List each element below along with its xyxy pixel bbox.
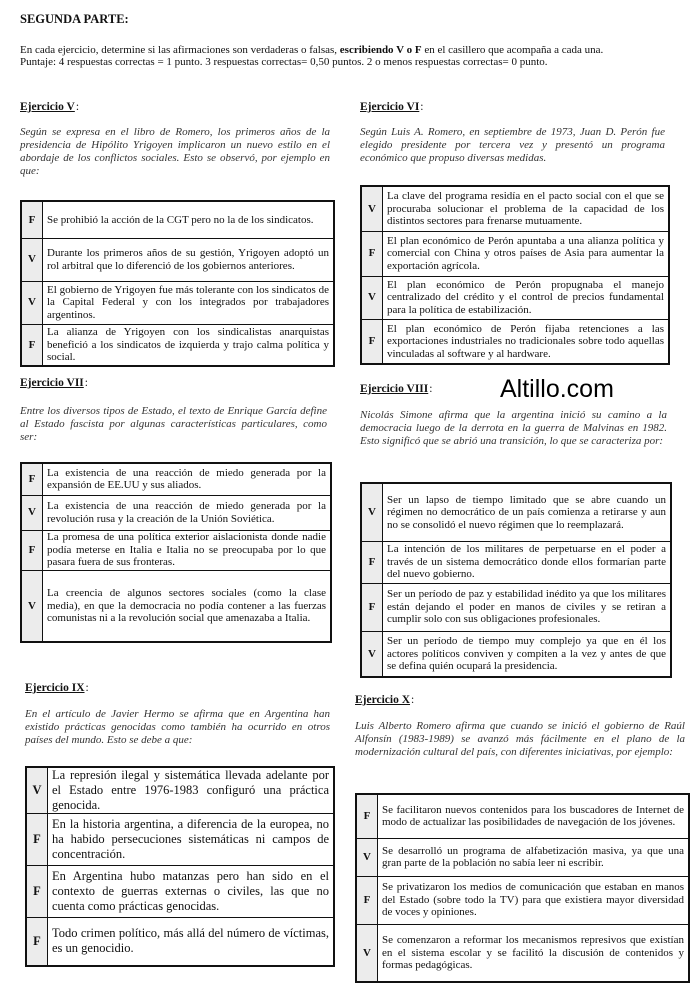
scoring-text: Puntaje: 4 respuestas correctas = 1 punto. 3 respuestas correctas= 0,50 puntos. 2 o menos respuestas correctas= 0 punto. [20, 56, 548, 68]
answer-cell[interactable]: V [361, 631, 383, 677]
table-row [21, 238, 334, 281]
answers-table [20, 462, 332, 643]
statement-cell: En la historia argentina, a diferencia de la europea, no ha habido persecuciones sistemáticas ni campos de concentración. [48, 814, 335, 866]
table-row [26, 814, 334, 866]
instructions-emphasis: escribiendo V o F [339, 44, 422, 56]
table-row [361, 541, 671, 583]
exercise-intro: Entre los diversos tipos de Estado, el texto de Enrique García define al Estado fascista por algunas características particulares, como ser: [20, 405, 327, 443]
table-row [26, 767, 334, 814]
statement-cell: La intención de los militares de perpetuarse en el poder a través de un sistema democrático donde ellos formarían parte del nuevo gobierno. [383, 541, 672, 583]
page-title: SEGUNDA PARTE: [20, 12, 129, 26]
statement-cell: La clave del programa residía en el pacto social con el que se procuraba solucionar el problema de la capacidad de los distintos sectores para frenarse mutuamente. [383, 186, 670, 231]
table-row [356, 924, 689, 982]
answer-cell[interactable]: F [356, 876, 378, 924]
statement-cell: Ser un período de paz y estabilidad inédito ya que los militares están dejando el poder en manos de civiles y se retiran a cumplir solo con sus obligaciones profesionales. [383, 583, 672, 631]
answer-cell[interactable]: F [361, 231, 383, 276]
statement-cell: Se facilitaron nuevos contenidos para los buscadores de Internet de modo de actualizar las posibilidades de navegación de los jóvenes. [378, 794, 690, 838]
exercise-intro: En el artículo de Javier Hermo se afirma que en Argentina han existido prácticas genocidas como también ha ocurrido en otros países del mundo. Esto se debe a que: [25, 708, 330, 746]
answer-cell[interactable]: F [21, 201, 43, 238]
statement-cell: Se comenzaron a reformar los mecanismos represivos que existían en el sistema escolar y se facilitó la discusión de contenidos y formas pedagógicas. [378, 924, 690, 982]
statement-cell: La alianza de Yrigoyen con los sindicalistas anarquistas benefició a los sindicatos de izquierda y trajo calma política y social. [43, 324, 335, 366]
answer-cell[interactable]: F [356, 794, 378, 838]
instructions-text-end: en el casillero que acompaña a cada una. [421, 44, 604, 56]
answer-cell[interactable]: V [361, 276, 383, 319]
statement-cell: Se prohibió la acción de la CGT pero no la de los sindicatos. [43, 201, 335, 238]
exercise-intro: Nicolás Simone afirma que la argentina inició su camino a la democracia luego de la derrota en la guerra de Malvinas en 1982. Esto significó que se abrió una transición, lo que se caracteriza por: [360, 409, 667, 447]
answer-cell[interactable]: V [21, 281, 43, 324]
table-row [21, 463, 331, 495]
statement-cell: La existencia de una reacción de miedo generada por la expansión de EE.UU y sus aliados. [43, 463, 332, 495]
exercise-heading: Ejercicio VII : [20, 377, 88, 389]
answer-cell[interactable]: F [21, 463, 43, 495]
table-row [21, 324, 334, 366]
table-row [361, 583, 671, 631]
statement-cell: Durante los primeros años de su gestión, Yrigoyen adoptó un rol arbitral que lo diferenció de los gobiernos anteriores. [43, 238, 335, 281]
statement-cell: La represión ilegal y sistemática llevada adelante por el Estado entre 1976-1983 configuró una práctica genocida. [48, 767, 335, 814]
statement-cell: En Argentina hubo matanzas pero han sido en el contexto de guerras externas o civiles, las que no cuenta como prácticas genocidas. [48, 866, 335, 918]
exercise-heading: Ejercicio VIII : [360, 383, 433, 395]
statement-cell: El plan económico de Perón apuntaba a una alianza política y comercial con China y otros países de Asia para aumentar la exportación agrícola. [383, 231, 670, 276]
statement-cell: El gobierno de Yrigoyen fue más tolerante con los sindicatos de la Capital Federal y con los integrados por trabajadores argentinos. [43, 281, 335, 324]
answer-cell[interactable]: V [356, 838, 378, 876]
exercise-heading: Ejercicio V : [20, 101, 80, 113]
statement-cell: La creencia de algunos sectores sociales (como la clase media), en que la democracia no podía contener a las fuerzas comunistas ni a la revolución social que amenazaba a Italia. [43, 570, 332, 642]
table-row [356, 838, 689, 876]
answers-table [360, 185, 670, 365]
exercise-intro: Luis Alberto Romero afirma que cuando se inició el gobierno de Raúl Alfonsín (1983-1989) se avanzó más fácilmente en el plano de la modernización cultural del país, con diferentes iniciativas, por ejemplo: [355, 720, 685, 758]
answer-cell[interactable]: V [361, 483, 383, 541]
table-row [356, 876, 689, 924]
table-row [356, 794, 689, 838]
table-row [361, 483, 671, 541]
statement-cell: Ser un lapso de tiempo limitado que se abre cuando un régimen no democrático de un país comienza a retirarse y aun no se consolidó el nuevo régimen que lo reemplazará. [383, 483, 672, 541]
exercise-heading: Ejercicio X : [355, 694, 415, 706]
table-row [21, 495, 331, 530]
answer-cell[interactable]: V [21, 238, 43, 281]
table-row [361, 231, 669, 276]
answer-cell[interactable]: F [26, 918, 48, 966]
table-row [361, 186, 669, 231]
answer-cell[interactable]: F [26, 866, 48, 918]
answer-cell[interactable]: F [21, 530, 43, 570]
answers-table [25, 766, 335, 967]
statement-cell: El plan económico de Perón propugnaba el manejo centralizado del crédito y el control de precios fundamental para la política de estabilización. [383, 276, 670, 319]
answers-table [355, 793, 690, 983]
answer-cell[interactable]: F [361, 583, 383, 631]
answer-cell[interactable]: F [361, 319, 383, 364]
answer-cell[interactable]: V [21, 570, 43, 642]
answer-cell[interactable]: V [26, 767, 48, 814]
table-row [26, 866, 334, 918]
statement-cell: La promesa de una política exterior aislacionista donde nadie podía meterse en Italia e Italia no se preocupaba por lo que pasara fuera de sus fronteras. [43, 530, 332, 570]
table-row [21, 530, 331, 570]
table-row [21, 281, 334, 324]
table-row [21, 570, 331, 642]
exercise-heading: Ejercicio VI : [360, 101, 424, 113]
table-row [361, 319, 669, 364]
exercise-heading: Ejercicio IX : [25, 682, 89, 694]
statement-cell: Todo crimen político, más allá del número de víctimas, es un genocidio. [48, 918, 335, 966]
table-row [26, 918, 334, 966]
answers-table [360, 482, 672, 678]
instructions [20, 44, 680, 68]
statement-cell: La existencia de una reacción de miedo generada por la revolución rusa y la creación de la Unión Soviética. [43, 495, 332, 530]
answer-cell[interactable]: F [21, 324, 43, 366]
instructions-text: En cada ejercicio, determine si las afirmaciones son verdaderas o falsas, [20, 44, 340, 56]
table-row [21, 201, 334, 238]
answer-cell[interactable]: V [356, 924, 378, 982]
answer-cell[interactable]: V [21, 495, 43, 530]
answer-cell[interactable]: F [26, 814, 48, 866]
statement-cell: Ser un período de tiempo muy complejo ya que en él los actores políticos conviven y compiten a la vez y antes de que se defina quién ocupará la presidencia. [383, 631, 672, 677]
exercise-intro: Según Luis A. Romero, en septiembre de 1973, Juan D. Perón fue elegido presidente por tercera vez y presentó un programa económico que propuso diversas medidas. [360, 126, 665, 164]
exercise-intro: Según se expresa en el libro de Romero, los primeros años de la presidencia de Hipólito Yrigoyen implicaron un nuevo estilo en el abordaje de los conflictos sociales. Esto se observó, por ejemplo en que: [20, 126, 330, 177]
answer-cell[interactable]: F [361, 541, 383, 583]
statement-cell: El plan económico de Perón fijaba retenciones a las exportaciones industriales no tradicionales sobre todo aquellas vinculadas al software y al hardware. [383, 319, 670, 364]
table-row [361, 276, 669, 319]
table-row [361, 631, 671, 677]
altillo-logo-text: Altillo.com [500, 375, 614, 403]
answer-cell[interactable]: V [361, 186, 383, 231]
statement-cell: Se desarrolló un programa de alfabetización masiva, ya que una gran parte de la población no sabía leer ni escribir. [378, 838, 690, 876]
statement-cell: Se privatizaron los medios de comunicación que estaban en manos del Estado (sobre todo la TV) para que existiera mayor diversidad de voces y opiniones. [378, 876, 690, 924]
answers-table [20, 200, 335, 367]
